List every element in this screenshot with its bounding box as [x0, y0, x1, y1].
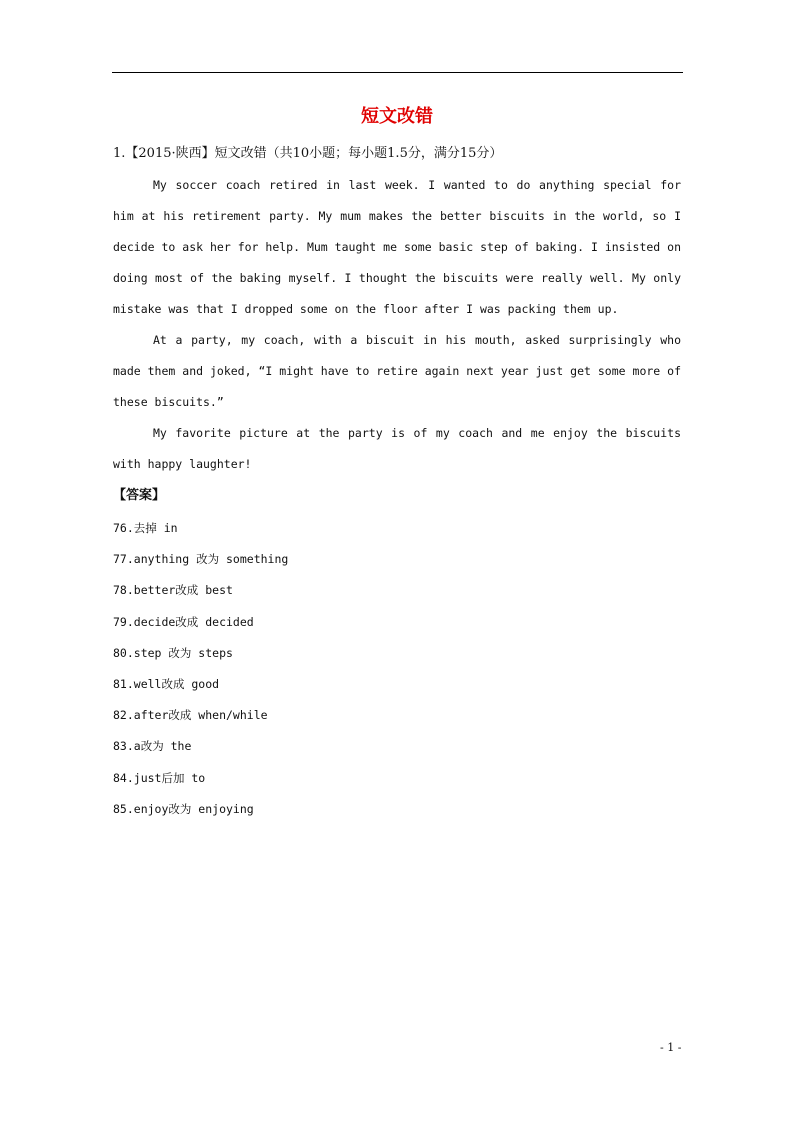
answer-heading: 【答案】: [113, 488, 166, 503]
answer-item: 83.a改为 the: [113, 739, 192, 754]
passage-paragraph: My soccer coach retired in last week. I wanted to do anything special for him at his retirement party. My mum makes the better biscuits in the world, so I decide to ask her for help. Mum taught me some basic step of baking. I insisted on doing most of the baking myself. I thought the biscuits were really well. My only mistake was that I dropped some on the floor after I was packing them up.: [113, 178, 681, 316]
page-number: - 1 -: [660, 1041, 682, 1054]
answer-item: 78.better改成 best: [113, 583, 233, 598]
answer-item: 79.decide改成 decided: [113, 614, 254, 629]
passage: [113, 170, 681, 480]
header-rule: [112, 72, 683, 73]
answer-item: 80.step 改为 steps: [113, 645, 233, 660]
page-title: 短文改错: [361, 106, 433, 127]
answer-item: 77.anything 改为 something: [113, 552, 289, 567]
answer-item: 82.after改成 when/while: [113, 708, 268, 723]
answer-list: [113, 513, 288, 825]
question-label: 1.【2015·陕西】短文改错（共10小题；每小题1.5分，满分15分）: [113, 146, 503, 161]
answer-item: 85.enjoy改为 enjoying: [113, 801, 254, 816]
answer-item: 81.well改成 good: [113, 676, 220, 691]
answer-item: 76.去掉 in: [113, 521, 178, 535]
passage-paragraph: My favorite picture at the party is of my coach and me enjoy the biscuits with happy laughter!: [113, 426, 681, 471]
passage-paragraph: At a party, my coach, with a biscuit in his mouth, asked surprisingly who made them and joked, “I might have to retire again next year just get some more of these biscuits.”: [113, 333, 681, 409]
answer-item: 84.just后加 to: [113, 770, 206, 785]
